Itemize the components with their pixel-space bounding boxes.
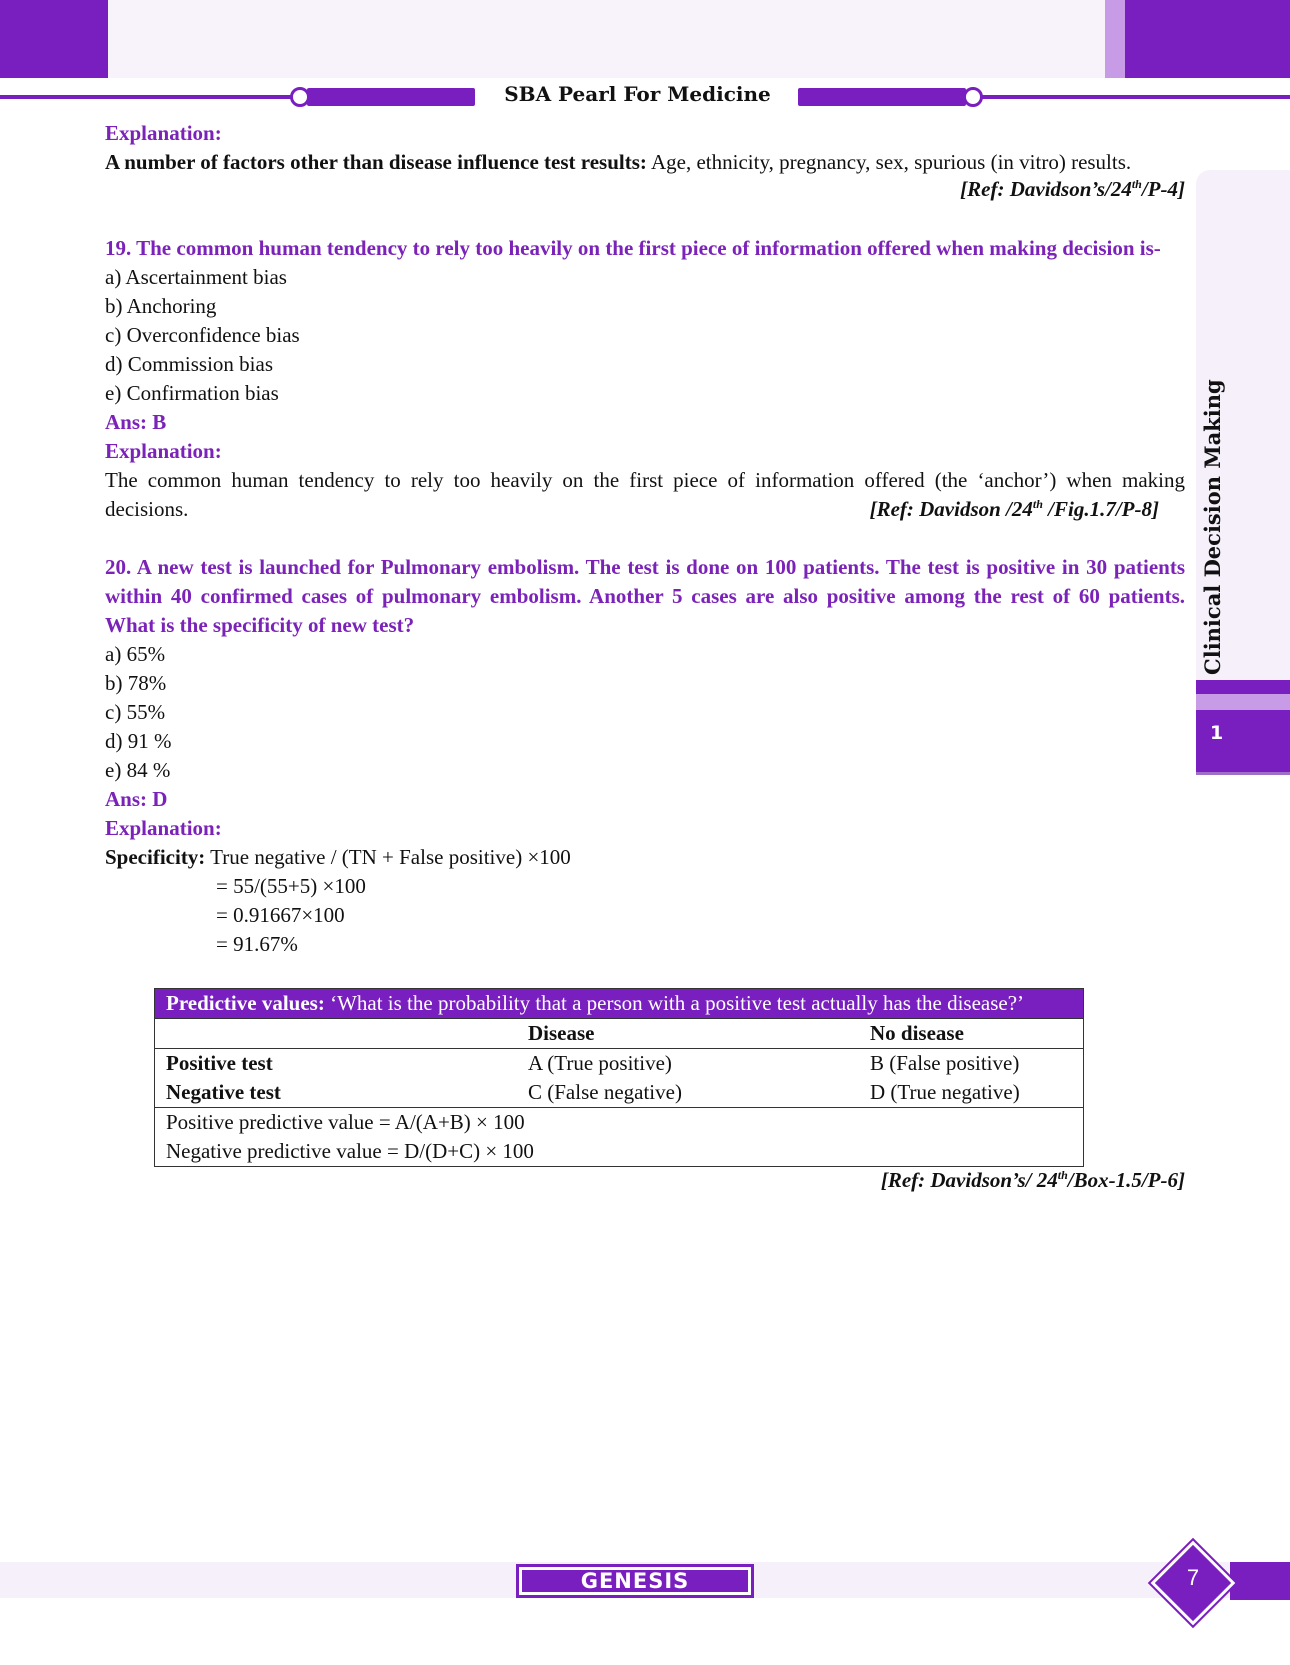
specificity-step-3: = 91.67% — [216, 932, 298, 956]
specificity-expression: True negative / (TN + False positive) ×100 — [205, 845, 571, 869]
ref-text: [Ref: Davidson’s/ 24 — [880, 1168, 1058, 1192]
q19-option-e: e) Confirmation bias — [105, 381, 279, 405]
chapter-tab-bar — [1196, 680, 1290, 694]
genesis-logo-text: GENESIS — [522, 1570, 748, 1592]
table-title — [155, 989, 1084, 1019]
npv-formula: Negative predictive value = D/(D+C) × 100 — [166, 1139, 534, 1163]
cell-false-positive: B (False positive) — [870, 1051, 1020, 1075]
table-row — [155, 1049, 1084, 1079]
cell-true-negative: D (True negative) — [870, 1080, 1020, 1104]
table-row — [155, 1137, 1084, 1167]
table-header-row — [155, 1019, 1084, 1049]
header-right-block — [1125, 0, 1290, 78]
predictive-values-table — [154, 988, 1084, 1167]
specificity-step-1: = 55/(55+5) ×100 — [216, 874, 366, 898]
ref-sup: th — [1131, 177, 1142, 191]
q19-explanation-line1: The common human tendency to rely too heavily on the first piece of information offered (the ‘anchor’) when making — [105, 468, 1185, 492]
chapter-number-tab — [1196, 710, 1290, 775]
explanation-body-prev: Age, ethnicity, pregnancy, sex, spurious (in vitro) results. — [646, 150, 1132, 174]
cell-false-negative: C (False negative) — [528, 1080, 682, 1104]
reference-table — [881, 1166, 1185, 1195]
q19-option-d: d) Commission bias — [105, 352, 274, 376]
header-pill-left — [307, 88, 475, 106]
question-19: 19. The common human tendency to rely too heavily on the first piece of information offered when making decision is- — [105, 236, 1161, 260]
ref-text: [Ref: Davidson’s/24 — [960, 177, 1132, 201]
ppv-formula: Positive predictive value = A/(A+B) × 100 — [166, 1110, 525, 1134]
q19-explanation-line2: decisions. — [105, 497, 189, 521]
table-title-bold: Predictive values: — [166, 991, 325, 1015]
table-header-empty — [155, 1019, 518, 1049]
cell-true-positive: A (True positive) — [528, 1051, 672, 1075]
genesis-logo — [516, 1564, 754, 1598]
explanation-text-prev — [105, 148, 1131, 177]
ref-text-end: /Box-1.5/P-6] — [1067, 1168, 1185, 1192]
chapter-tab-stripe — [1196, 694, 1290, 710]
ref-text: [Ref: Davidson /24 — [869, 497, 1033, 521]
q20-option-c: c) 55% — [105, 700, 166, 724]
row-positive-test-label: Positive test — [166, 1051, 273, 1075]
running-header-title: SBA Pearl For Medicine — [504, 82, 771, 106]
reference-q19 — [870, 495, 1159, 524]
explanation-bold-lead: A number of factors other than disease influence test results: — [105, 150, 647, 174]
question-20-line3: What is the specificity of new test? — [105, 613, 415, 637]
q19-option-b: b) Anchoring — [105, 294, 217, 318]
q19-option-a: a) Ascertainment bias — [105, 265, 287, 289]
q20-option-b: b) 78% — [105, 671, 167, 695]
q19-answer: Ans: B — [105, 410, 167, 434]
specificity-label: Specificity: — [105, 845, 206, 869]
table-row — [155, 1078, 1084, 1108]
explanation-heading-prev: Explanation: — [105, 121, 222, 145]
q19-option-c: c) Overconfidence bias — [105, 323, 300, 347]
table-title-text: ‘What is the probability that a person with a positive test actually has the disease?’ — [324, 991, 1025, 1015]
q20-option-a: a) 65% — [105, 642, 166, 666]
q19-explanation-heading: Explanation: — [105, 439, 222, 463]
table-title-row — [155, 989, 1084, 1019]
specificity-formula — [105, 843, 571, 872]
q20-option-d: d) 91 % — [105, 729, 172, 753]
footer-right-bar — [1230, 1562, 1290, 1600]
q20-explanation-heading: Explanation: — [105, 816, 222, 840]
header-rule-right — [980, 95, 1290, 99]
table-row — [155, 1108, 1084, 1138]
table-header-no-disease: No disease — [870, 1021, 964, 1045]
question-20-line1: 20. A new test is launched for Pulmonary embolism. The test is done on 100 patients. The test is positive in 30 patients — [105, 555, 1185, 579]
chapter-number: 1 — [1210, 722, 1224, 744]
table-header-disease: Disease — [528, 1021, 595, 1045]
specificity-step-2: = 0.91667×100 — [216, 903, 345, 927]
header-rule-left — [0, 95, 292, 99]
page-number: 7 — [1186, 1565, 1200, 1590]
header-band — [0, 0, 1290, 78]
header-left-block — [0, 0, 108, 78]
ref-sup: th — [1057, 1168, 1068, 1182]
row-negative-test-label: Negative test — [166, 1080, 281, 1104]
ref-sup: th — [1032, 497, 1043, 511]
q20-option-e: e) 84 % — [105, 758, 171, 782]
header-pill-right — [798, 88, 966, 106]
question-20-line2: within 40 confirmed cases of pulmonary embolism. Another 5 cases are also positive among the rest of 60 patients. — [105, 584, 1185, 608]
ref-text-end: /P-4] — [1141, 177, 1185, 201]
ref-text-end: /Fig.1.7/P-8] — [1042, 497, 1159, 521]
q20-answer: Ans: D — [105, 787, 168, 811]
header-accent-stripe — [1105, 0, 1125, 78]
chapter-side-title: Clinical Decision Making — [1200, 379, 1225, 675]
reference-prev — [960, 175, 1185, 204]
